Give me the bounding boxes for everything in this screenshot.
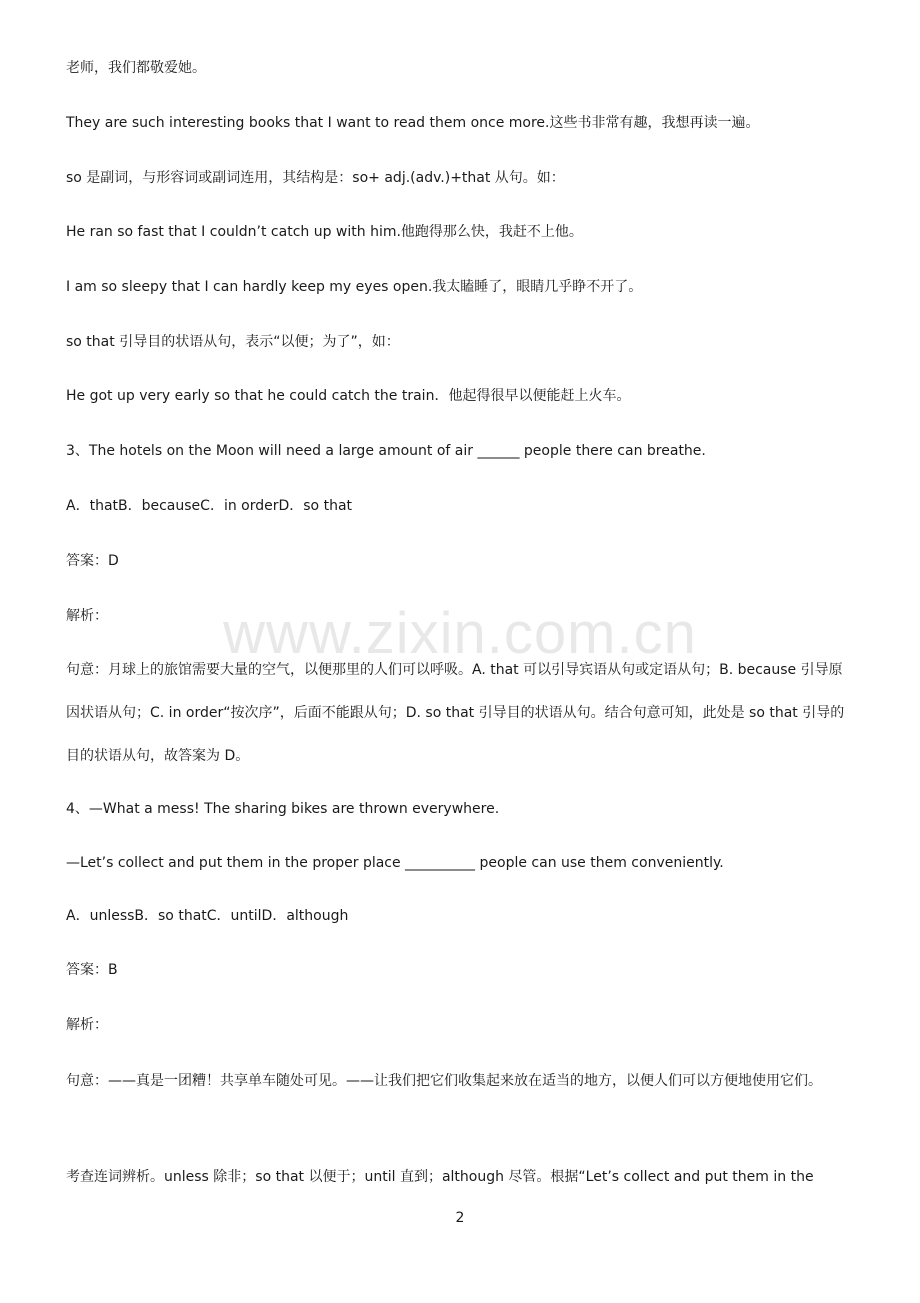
question-3-answer: 答案：D: [66, 553, 119, 569]
question-4-explanation: 考查连词辨析。unless 除非；so that 以便于；until 直到；although 尽管。根据“Let’s collect and put them in the: [66, 1169, 814, 1185]
question-4: 4、—What a mess! The sharing bikes are thrown everywhere.: [66, 801, 500, 817]
question-3-analysis: 句意：月球上的旅馆需要大量的空气，以便那里的人们可以呼吸。A. that 可以引导宾语从句或定语从句；B. because 引导原因状语从句；C. in order“按次序”，后面不能跟从句；D. so that 引导目的状语从句。结合句意可知，此处是 so that 引导的目的状语从句，故答案为 D。: [66, 662, 845, 764]
question-4-answer: 答案：B: [66, 962, 118, 978]
text-line: 老师，我们都敬爱她。: [66, 60, 206, 76]
question-3: 3、The hotels on the Moon will need a large amount of air ______ people there can breathe.: [66, 443, 706, 459]
text-line: I am so sleepy that I can hardly keep my eyes open.我太瞌睡了，眼睛几乎睁不开了。: [66, 279, 643, 295]
question-3-analysis-label: 解析：: [66, 608, 108, 624]
text-line: He got up very early so that he could catch the train．他起得很早以便能赶上火车。: [66, 388, 631, 404]
page-number: 2: [455, 1210, 465, 1226]
question-4-options: A．unlessB．so thatC．untilD．although: [66, 908, 349, 924]
text-line: so 是副词，与形容词或副词连用，其结构是：so+ adj.(adv.)+that 从句。如：: [66, 170, 565, 186]
question-4-analysis-label: 解析：: [66, 1017, 108, 1033]
question-3-options: A．thatB．becauseC．in orderD．so that: [66, 498, 353, 514]
watermark: www.zixin.com.cn: [223, 601, 697, 666]
question-4-analysis: 句意：——真是一团糟！共享单车随处可见。——让我们把它们收集起来放在适当的地方，以便人们可以方便地使用它们。: [66, 1073, 822, 1089]
question-4-line-2: —Let’s collect and put them in the proper place __________ people can use them conveniently.: [66, 855, 724, 871]
text-line: so that 引导目的状语从句，表示“以便；为了”，如：: [66, 334, 400, 350]
text-line: They are such interesting books that I want to read them once more.这些书非常有趣，我想再读一遍。: [66, 115, 760, 131]
text-line: He ran so fast that I couldn’t catch up with him.他跑得那么快，我赶不上他。: [66, 224, 583, 240]
